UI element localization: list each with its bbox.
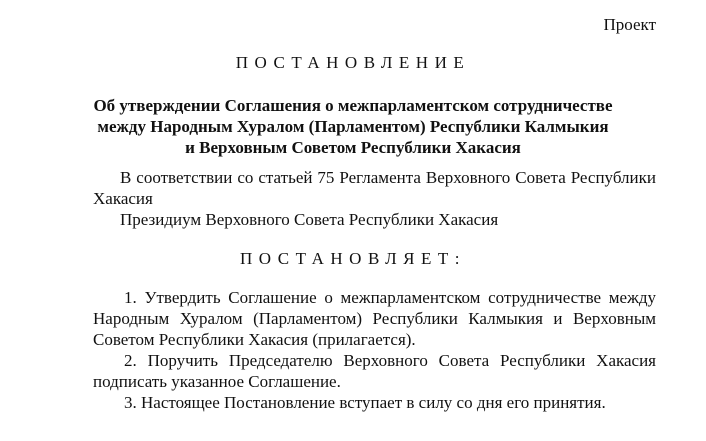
draft-label: Проект: [603, 15, 656, 34]
preamble-presidium: Президиум Верховного Совета Республики Хакасия: [120, 210, 499, 229]
title-line: и Верховным Советом Республики Хакасия: [185, 138, 521, 157]
resolution-item: 3. Настоящее Постановление вступает в силу со дня его принятия.: [124, 393, 606, 412]
preamble: [93, 167, 656, 230]
preamble-basis: В соответствии со статьей 75 Регламента Верховного Совета Республики Хакасия: [93, 168, 656, 208]
title-line: между Народным Хуралом (Парламентом) Республики Калмыкия: [97, 117, 609, 136]
resolution-item: 1. Утвердить Соглашение о межпарламентском сотрудничестве между Народным Хуралом (Парламентом) Республики Калмыкия и Верховным Советом Республики Хакасия (прилагается).: [93, 288, 656, 349]
resolves-heading: ПОСТАНОВЛЯЕТ:: [239, 249, 467, 268]
document-title: [80, 95, 626, 158]
resolution-items: [93, 287, 656, 413]
resolution-item: 2. Поручить Председателю Верховного Совета Республики Хакасия подписать указанное Соглашение.: [93, 351, 656, 391]
title-line: Об утверждении Соглашения о межпарламентском сотрудничестве: [93, 96, 613, 115]
document-heading: ПОСТАНОВЛЕНИЕ: [235, 53, 471, 72]
